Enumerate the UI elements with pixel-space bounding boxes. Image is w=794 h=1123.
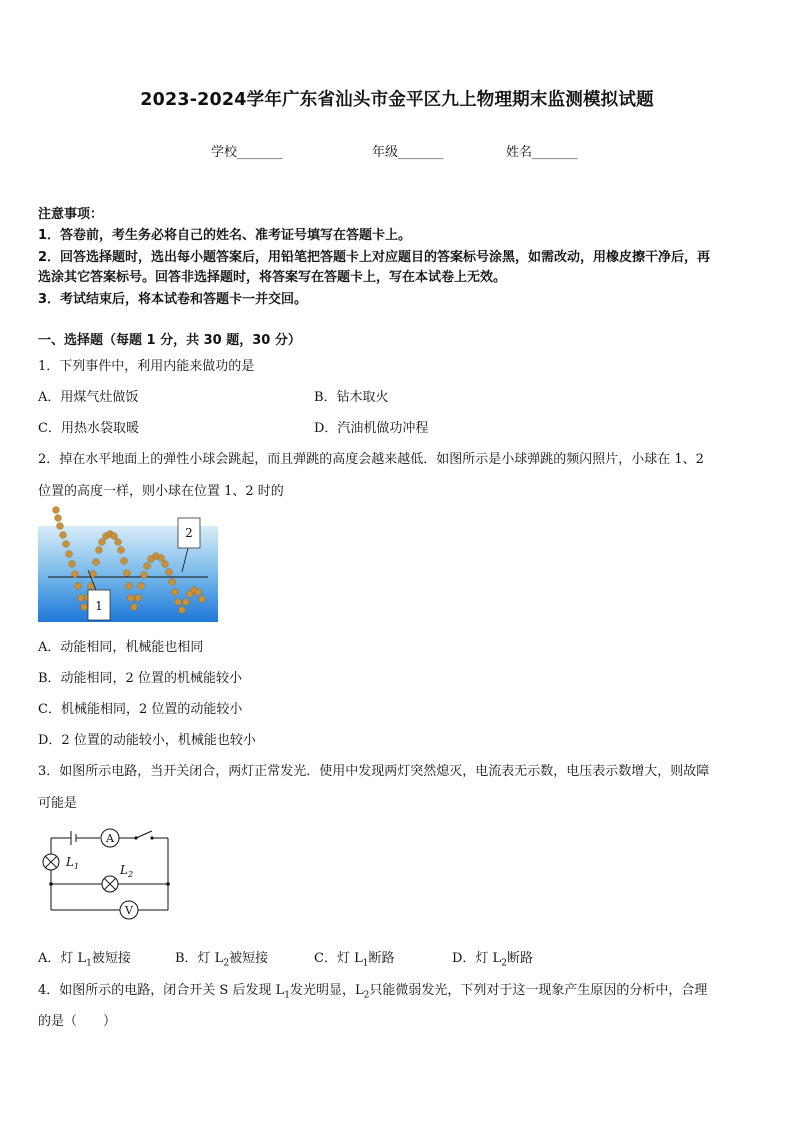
q2-option-d[interactable]: D．2 位置的动能较小，机械能也较小 (38, 733, 256, 748)
grade-label: 年级 (372, 145, 399, 160)
q1-option-a[interactable]: A．用煤气灶做饭 (38, 390, 139, 405)
circuit-diagram (38, 822, 178, 922)
bouncing-ball-photo (38, 506, 218, 622)
label-1: 1 (95, 599, 103, 613)
q4-sub-1: 1 (284, 990, 290, 1001)
school-label: 学校 (211, 145, 238, 160)
q4-text-b: 发光明显，L (289, 983, 364, 998)
label-2: 2 (185, 526, 193, 540)
l1-label: L (66, 855, 74, 869)
notice-item: 3．考试结束后，将本试卷和答题卡一并交回。 (38, 292, 308, 307)
q3-option-d[interactable] (452, 947, 533, 969)
grade-blank: _______ (398, 145, 444, 160)
q4-stem-line2: 的是（ ） (38, 1014, 117, 1029)
name-blank: _______ (532, 145, 578, 160)
section-heading: 一、选择题（每题 1 分，共 30 题，30 分） (38, 333, 301, 348)
page-title: 2023-2024学年广东省汕头市金平区九上物理期末监测模拟试题 (140, 90, 654, 110)
q2-stem-line1: 2．掉在水平地面上的弹性小球会跳起，而且弹跳的高度会越来越低．如图所示是小球弹跳的频闪照片，小球在 1、2 (38, 452, 704, 467)
q3-option-a-sub: 1 (86, 958, 92, 969)
q3-option-c-text2: 断路 (368, 951, 395, 966)
q1-option-b[interactable]: B．钻木取火 (314, 390, 389, 405)
l2-subscript: 2 (127, 870, 134, 879)
q2-option-b[interactable]: B．动能相同，2 位置的机械能较小 (38, 671, 242, 686)
q3-option-b-text2: 被短接 (229, 951, 269, 966)
q3-option-b[interactable] (175, 947, 268, 969)
l1-subscript: 1 (73, 862, 80, 871)
q4-text-c: 只能微弱发光，下列对于这一现象产生原因的分析中，合理 (369, 983, 708, 998)
q1-stem: 1．下列事件中，利用内能来做功的是 (38, 359, 255, 374)
l2-label: L (120, 863, 128, 877)
q3-option-d-text2: 断路 (506, 951, 533, 966)
school-field[interactable] (211, 141, 283, 160)
name-field[interactable] (506, 141, 578, 160)
q3-option-d-sub: 2 (501, 958, 507, 969)
grade-field[interactable] (372, 141, 444, 160)
ammeter-label: A (106, 832, 114, 845)
q3-option-c-sub: 1 (362, 958, 369, 969)
voltmeter-label: V (125, 904, 133, 917)
notice-item: 2．回答选择题时，选出每小题答案后，用铅笔把答题卡上对应题目的答案标号涂黑，如需改动，用橡皮擦干净后，再 (38, 250, 711, 265)
q3-option-a[interactable] (38, 947, 131, 969)
q3-stem-line1: 3．如图所示电路，当开关闭合，两灯正常发光．使用中发现两灯突然熄灭，电流表无示数，电压表示数增大，则故障 (38, 764, 710, 779)
q3-option-b-sub: 2 (223, 958, 230, 969)
svg-text:L2 (119, 863, 133, 879)
q3-option-c[interactable] (314, 947, 394, 969)
q3-option-d-text: D．灯 L (452, 951, 502, 966)
q2-option-c[interactable]: C．机械能相同，2 位置的动能较小 (38, 702, 243, 717)
notice-heading: 注意事项： (38, 207, 104, 222)
q1-option-d[interactable]: D．汽油机做功冲程 (314, 421, 429, 436)
q3-option-c-text: C．灯 L (314, 951, 363, 966)
q1-option-c[interactable]: C．用热水袋取暖 (38, 421, 139, 436)
name-label: 姓名 (506, 145, 533, 160)
notice-item: 选涂其它答案标号。回答非选择题时，将答案写在答题卡上，写在本试卷上无效。 (38, 270, 507, 285)
q3-option-b-text: B．灯 L (175, 951, 224, 966)
q3-option-a-text: A．灯 L (38, 951, 87, 966)
q3-option-a-text2: 被短接 (91, 951, 131, 966)
q4-text-a: 4．如图所示的电路，闭合开关 S 后发现 L (38, 983, 285, 998)
switch-blade (136, 831, 152, 838)
school-blank: _______ (237, 145, 283, 160)
q3-stem-line2: 可能是 (38, 796, 78, 811)
svg-text:L1 (65, 855, 79, 871)
q2-stem-line2: 位置的高度一样，则小球在位置 1、2 时的 (38, 484, 284, 499)
notice-item: 1．答卷前，考生务必将自己的姓名、准考证号填写在答题卡上。 (38, 228, 412, 243)
q4-sub-2: 2 (363, 990, 370, 1001)
q2-option-a[interactable]: A．动能相同，机械能也相同 (38, 640, 204, 655)
q4-stem-line1 (38, 979, 707, 1001)
